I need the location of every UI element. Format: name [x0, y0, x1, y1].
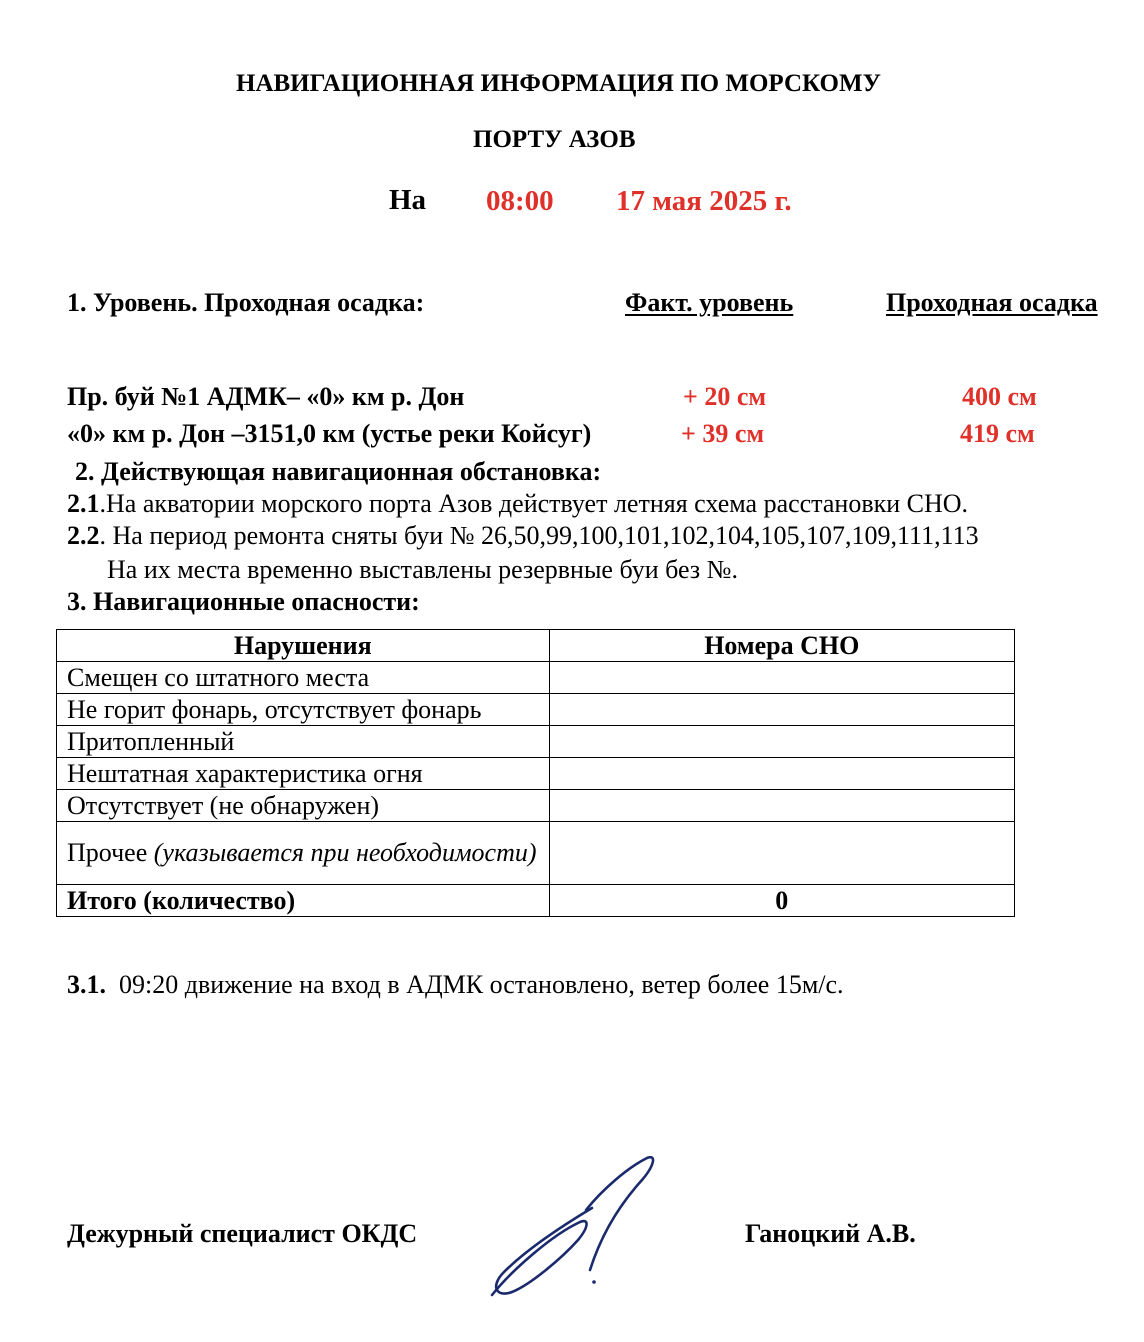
doc-title-line2: ПОРТУ АЗОВ: [473, 126, 636, 153]
level-row-draft: 419 см: [960, 419, 1035, 448]
signer-role: Дежурный специалист ОКДС: [67, 1219, 418, 1248]
level-row-label: Пр. буй №1 АДМК– «0» км р. Дон: [67, 382, 465, 411]
section2-item2: [67, 521, 979, 551]
level-row-fact: + 20 см: [683, 382, 767, 411]
report-date: 17 мая 2025 г.: [616, 185, 792, 217]
other-label: Прочее: [67, 838, 154, 867]
level-row-label: «0» км р. Дон –3151,0 км (устье реки Койсуг): [67, 419, 592, 448]
violation-label: Притопленный: [57, 726, 550, 758]
doc-title-line1: НАВИГАЦИОННАЯ ИНФОРМАЦИЯ ПО МОРСКОМУ: [236, 70, 881, 97]
signer-name: Ганоцкий А.В.: [745, 1219, 916, 1248]
total-label: Итого (количество): [57, 885, 550, 917]
violation-label: Отсутствует (не обнаружен): [57, 790, 550, 822]
level-row-fact: + 39 см: [681, 419, 765, 448]
violation-label-other: [57, 822, 550, 885]
hazards-table: [56, 629, 1015, 917]
table-row: [57, 694, 1015, 726]
column-header-violations: Нарушения: [57, 630, 550, 662]
violation-label: Не горит фонарь, отсутствует фонарь: [57, 694, 550, 726]
table-row: [57, 662, 1015, 694]
col-fact-header: Факт. уровень: [625, 288, 794, 317]
total-value: 0: [549, 885, 1014, 917]
section2-title: 2. Действующая навигационная обстановка:: [75, 457, 602, 486]
item-number: 2.2: [67, 521, 100, 550]
section2-item1: [67, 489, 968, 519]
other-note: (указывается при необходимости): [153, 838, 537, 867]
aid-numbers-cell: [549, 758, 1014, 790]
table-row-other: [57, 822, 1015, 885]
report-time: 08:00: [486, 185, 554, 217]
section1-title: 1. Уровень. Проходная осадка:: [67, 288, 425, 317]
table-header-row: [57, 630, 1015, 662]
violation-label: Смещен со штатного места: [57, 662, 550, 694]
violation-label: Нештатная характеристика огня: [57, 758, 550, 790]
signature: [482, 1150, 662, 1300]
aid-numbers-cell: [549, 662, 1014, 694]
col-draft-header: Проходная осадка: [886, 288, 1098, 317]
item-text: . На период ремонта сняты буи № 26,50,99,100,101,102,104,105,107,109,111,113: [99, 521, 979, 550]
item-number: 2.1: [67, 489, 100, 518]
table-row: [57, 790, 1015, 822]
column-header-aid-numbers: Номера СНО: [549, 630, 1014, 662]
on-label: На: [389, 184, 427, 216]
section2-item2-continued: На их места временно выставлены резервные буи без №.: [107, 555, 738, 584]
table-row: [57, 726, 1015, 758]
section3-title: 3. Навигационные опасности:: [67, 587, 420, 616]
section3-note: [67, 970, 844, 1000]
note-text: 09:20 движение на вход в АДМК остановлено, ветер более 15м/с.: [119, 970, 844, 999]
aid-numbers-cell: [549, 790, 1014, 822]
table-row: [57, 758, 1015, 790]
level-row-draft: 400 см: [962, 382, 1037, 411]
item-text: .На акватории морского порта Азов действует летняя схема расстановки СНО.: [99, 489, 969, 518]
aid-numbers-cell: [549, 822, 1014, 885]
aid-numbers-cell: [549, 726, 1014, 758]
table-total-row: [57, 885, 1015, 917]
note-number: 3.1.: [67, 970, 106, 999]
aid-numbers-cell: [549, 694, 1014, 726]
